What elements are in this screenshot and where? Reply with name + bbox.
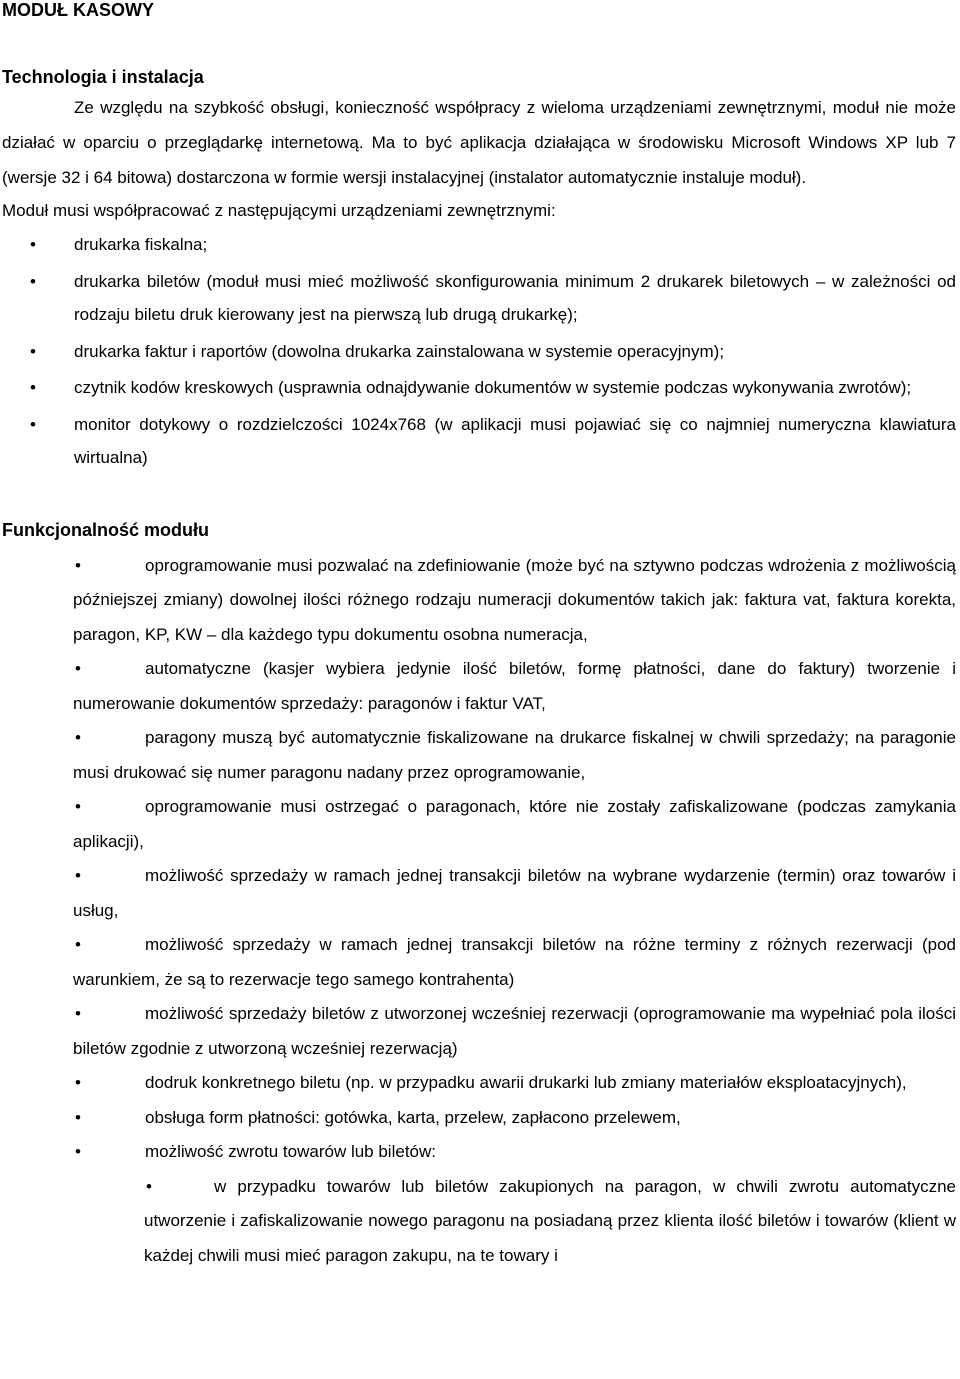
list-item-text: monitor dotykowy o rozdzielczości 1024x768 (w aplikacji musi pojawiać się co najmniej numeryczna klawiatura wirtualna) bbox=[74, 414, 956, 467]
list-item bbox=[30, 371, 956, 405]
list-item bbox=[73, 928, 956, 997]
list-item-text: możliwość zwrotu towarów lub biletów: bbox=[145, 1142, 436, 1161]
document-title: MODUŁ KASOWY bbox=[2, 0, 154, 20]
list-item bbox=[73, 1135, 956, 1273]
sub-list bbox=[73, 1170, 956, 1274]
bullet-icon: • bbox=[30, 378, 36, 397]
bullet-icon: • bbox=[75, 1142, 81, 1161]
list-item-text: możliwość sprzedaży w ramach jednej transakcji biletów na różne terminy z różnych rezerwacji (pod warunkiem, że są to rezerwacje tego samego kontrahenta) bbox=[73, 935, 956, 989]
devices-list bbox=[2, 228, 956, 475]
bullet-icon: • bbox=[75, 935, 81, 954]
list-item bbox=[73, 790, 956, 859]
bullet-icon: • bbox=[75, 1107, 81, 1127]
list-item bbox=[73, 859, 956, 928]
list-item-text: oprogramowanie musi pozwalać na zdefiniowanie (może być na sztywno podczas wdrożenia z możliwością późniejszej zmiany) dowolnej ilości różnego rodzaju numeracji dokumentów takich jak: faktura vat, faktura korekta, paragon, KP, KW – dla każdego typu dokumentu osobna numeracja, bbox=[73, 555, 956, 644]
section-heading-technology: Technologia i instalacja bbox=[2, 67, 204, 87]
bullet-icon: • bbox=[146, 1176, 152, 1196]
list-item bbox=[30, 265, 956, 332]
bullet-icon: • bbox=[75, 728, 81, 747]
devices-intro: Moduł musi współpracować z następującymi urządzeniami zewnętrznymi: bbox=[2, 201, 556, 220]
bullet-icon: • bbox=[30, 235, 36, 254]
list-item-text: możliwość sprzedaży w ramach jednej transakcji biletów na wybrane wydarzenie (termin) oraz towarów i usług, bbox=[73, 866, 956, 920]
list-item bbox=[73, 1066, 956, 1101]
list-item-text: oprogramowanie musi ostrzegać o paragonach, które nie zostały zafiskalizowane (podczas zamykania aplikacji), bbox=[73, 797, 956, 851]
list-item-text: drukarka biletów (moduł musi mieć możliwość skonfigurowania minimum 2 drukarek biletowych – w zależności od rodzaju biletu druk kierowany jest na pierwszą lub drugą drukarkę); bbox=[74, 271, 956, 324]
list-item-text: paragony muszą być automatycznie fiskalizowane na drukarce fiskalnej w chwili sprzedaży; na paragonie musi drukować się numer paragonu nadany przez oprogramowanie, bbox=[73, 728, 956, 782]
list-item bbox=[30, 228, 956, 262]
bullet-icon: • bbox=[75, 1004, 81, 1023]
list-item bbox=[73, 652, 956, 721]
list-item-text: obsługa form płatności: gotówka, karta, przelew, zapłacono przelewem, bbox=[145, 1107, 681, 1127]
bullet-icon: • bbox=[75, 797, 81, 816]
list-item bbox=[73, 997, 956, 1066]
bullet-icon: • bbox=[30, 271, 36, 291]
list-item-text: drukarka faktur i raportów (dowolna drukarka zainstalowana w systemie operacyjnym); bbox=[74, 341, 725, 361]
bullet-icon: • bbox=[75, 866, 81, 885]
list-item bbox=[73, 1101, 956, 1136]
list-item bbox=[73, 721, 956, 790]
list-item bbox=[30, 408, 956, 475]
list-item-text: automatyczne (kasjer wybiera jedynie ilość biletów, formę płatności, dane do faktury) tworzenie i numerowanie dokumentów sprzedaży: paragonów i faktur VAT, bbox=[73, 659, 956, 713]
bullet-icon: • bbox=[75, 1073, 81, 1092]
bullet-icon: • bbox=[30, 414, 36, 434]
list-item-text: drukarka fiskalna; bbox=[74, 235, 208, 254]
list-item-text: czytnik kodów kreskowych (usprawnia odnajdywanie dokumentów w systemie podczas wykonywania zwrotów); bbox=[74, 378, 912, 397]
bullet-icon: • bbox=[75, 659, 81, 678]
sub-list-item bbox=[144, 1170, 956, 1274]
bullet-icon: • bbox=[30, 341, 36, 361]
sub-list-item-text: w przypadku towarów lub biletów zakupionych na paragon, w chwili zwrotu automatyczne utworzenie i zafiskalizowanie nowego paragonu na posiadaną przez klienta ilość biletów i towarów (klient w każdej chwili musi mieć paragon zakupu, na te towary i bbox=[144, 1176, 956, 1265]
list-item-text: dodruk konkretnego biletu (np. w przypadku awarii drukarki lub zmiany materiałów eksploatacyjnych), bbox=[145, 1073, 907, 1092]
intro-paragraph: Ze względu na szybkość obsługi, konieczność współpracy z wieloma urządzeniami zewnętrznymi, moduł nie może działać w oparciu o przeglądarkę internetową. Ma to być aplikacja działająca w środowisku Microsoft Windows XP lub 7 (wersje 32 i 64 bitowa) dostarczona w formie wersji instalacyjnej (instalator automatycznie instaluje moduł). bbox=[2, 98, 956, 187]
list-item bbox=[30, 335, 956, 369]
list-item-text: możliwość sprzedaży biletów z utworzonej wcześniej rezerwacji (oprogramowanie ma wypełniać pola ilości biletów zgodnie z utworzoną wcześniej rezerwacją) bbox=[73, 1004, 956, 1058]
bullet-icon: • bbox=[75, 555, 81, 575]
section-heading-functionality: Funkcjonalność modułu bbox=[2, 519, 210, 540]
list-item bbox=[73, 549, 956, 653]
functionality-list bbox=[2, 549, 956, 1274]
